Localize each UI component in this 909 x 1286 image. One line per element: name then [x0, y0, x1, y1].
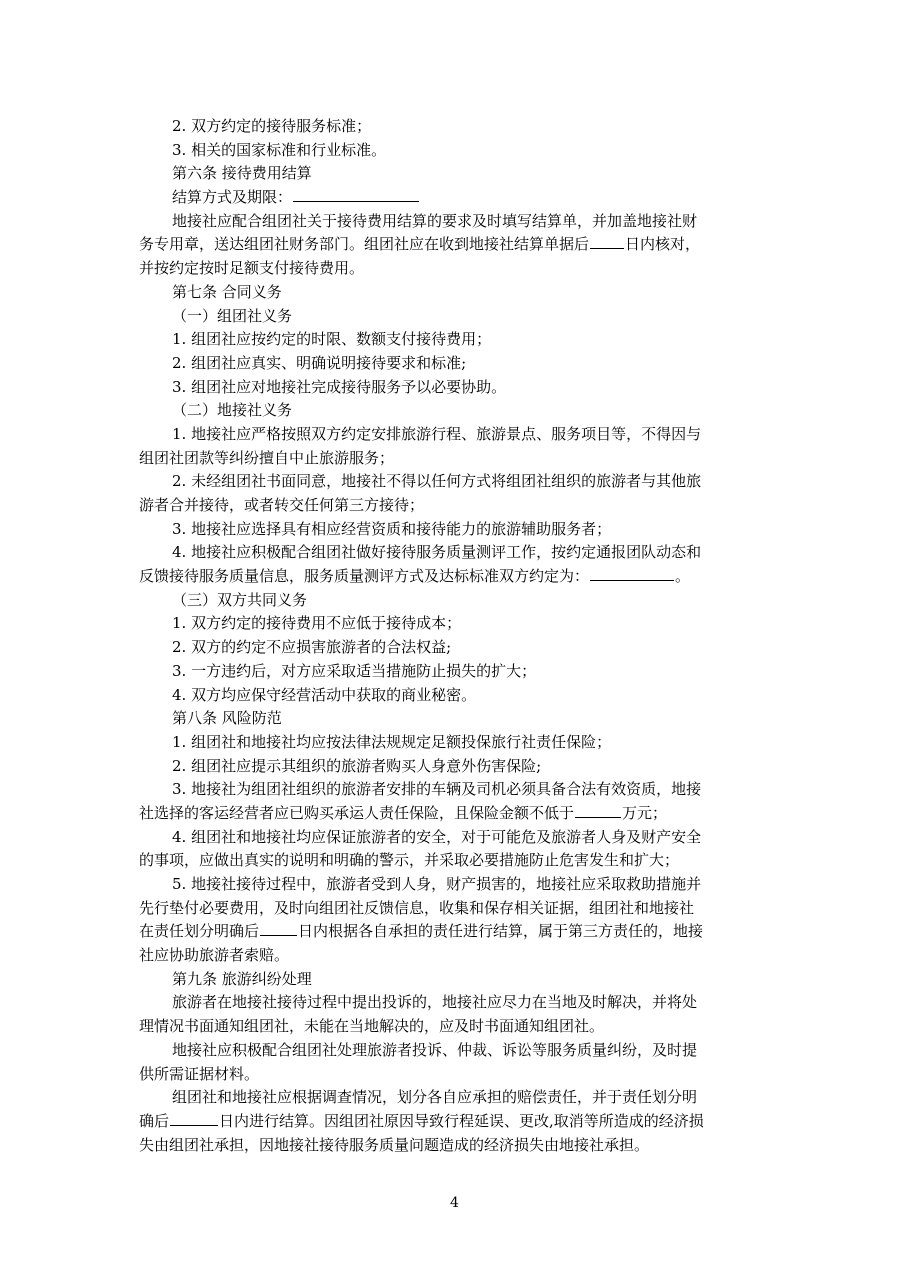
text-line: 3. 一方违约后，对方应采取适当措施防止损失的扩大； — [172, 661, 537, 680]
page-number: 4 — [450, 1195, 459, 1211]
text-line: 2. 双方的约定不应损害旅游者的合法权益; — [172, 638, 452, 657]
section-heading: （二）地接社义务 — [172, 401, 293, 420]
text-segment: 结算方式及期限： — [172, 188, 293, 207]
text-segment: 社选择的客运经营者应已购买承运人责任保险，且保险金额不低于 — [139, 803, 575, 822]
fill-blank — [260, 921, 297, 936]
article-heading: 第六条 接待费用结算 — [172, 164, 312, 183]
text-line: 旅游者在地接社接待过程中提出投诉的，地接社应尽力在当地及时解决，并将处 — [172, 993, 698, 1012]
section-heading: （三）双方共同义务 — [172, 590, 308, 609]
text-line: 5. 地接社接待过程中，旅游者受到人身，财产损害的，地接社应采取救助措施并 — [172, 875, 702, 893]
text-segment: 。 — [675, 567, 691, 586]
text-line: 地接社应配合组团社关于接待费用结算的要求及时填写结算单，并加盖地接社财 — [172, 211, 698, 230]
fill-blank — [590, 234, 624, 249]
article-heading: 第八条 风险防范 — [172, 709, 282, 728]
text-line: 社应协助旅游者索赔。 — [139, 946, 290, 965]
fill-blank — [590, 566, 674, 581]
text-segment: 确后 — [139, 1111, 170, 1130]
text-segment: 日内进行结算。因组团社原因导致行程延误、更改,取消等所造成的经济损 — [219, 1111, 704, 1130]
text-line — [139, 186, 772, 210]
text-line: 组团社和地接社应根据调查情况，划分各自应承担的赔偿责任，并于责任划分明 — [172, 1088, 698, 1107]
fill-blank — [170, 1111, 218, 1126]
fill-blank — [575, 803, 621, 818]
text-line: 先行垫付必要费用，及时向组团社反馈信息，收集和保存相关证据，组团社和地接社 — [139, 898, 695, 917]
text-line: 失由组团社承担，因地接社接待服务质量问题造成的经济损失由地接社承担。 — [139, 1135, 650, 1154]
text-line: 理情况书面通知组团社，未能在当地解决的，应及时书面通知组团社。 — [139, 1017, 605, 1036]
text-line: 4. 地接社应积极配合组团社做好接待服务质量测评工作，按约定通报团队动态和 — [172, 543, 702, 562]
text-line: 组团社团款等纠纷擅自中止旅游服务； — [139, 448, 395, 467]
text-line: 2. 未经组团社书面同意，地接社不得以任何方式将组团社组织的旅游者与其他旅 — [172, 472, 702, 491]
text-line: 3. 地接社应选择具有相应经营资质和接待能力的旅游辅助服务者； — [172, 519, 612, 538]
text-line: 3. 相关的国家标准和行业标准。 — [172, 140, 387, 159]
text-line — [139, 920, 772, 944]
text-line — [139, 233, 772, 257]
section-heading: （一）组团社义务 — [172, 306, 293, 325]
text-segment: 万元； — [622, 803, 668, 822]
text-line: 1. 地接社应严格按照双方约定安排旅游行程、旅游景点、服务项目等，不得因与 — [172, 424, 702, 443]
text-segment: 日内根据各自承担的责任进行结算，属于第三方责任的，地接 — [298, 922, 704, 941]
text-line: 4. 组团社和地接社均应保证旅游者的安全，对于可能危及旅游者人身及财产安全 — [172, 827, 702, 846]
text-line: 游者合并接待，或者转交任何第三方接待； — [139, 496, 425, 514]
text-segment: 务专用章，送达组团社财务部门。组团社应在收到地接社结算单据后 — [139, 235, 590, 254]
text-segment: 日内核对， — [625, 235, 701, 254]
text-line: 并按约定按时足额支付接待费用。 — [139, 259, 365, 278]
text-line: 1. 组团社应按约定的时限、数额支付接待费用； — [172, 330, 492, 349]
text-line: 3. 地接社为组团社组织的旅游者安排的车辆及司机必须具备合法有效资质，地接 — [172, 780, 702, 799]
text-line: 3. 组团社应对地接社完成接待服务予以必要协助。 — [172, 377, 507, 396]
text-line: 2. 双方约定的接待服务标准； — [172, 117, 372, 135]
fill-blank — [293, 187, 419, 202]
text-line: 2. 组团社应提示其组织的旅游者购买人身意外伤害保险; — [172, 756, 542, 775]
text-line — [139, 565, 772, 589]
document-body — [139, 115, 772, 1157]
text-line: 4. 双方均应保守经营活动中获取的商业秘密。 — [172, 685, 477, 704]
text-line: 1. 双方约定的接待费用不应低于接待成本； — [172, 614, 462, 633]
article-heading: 第九条 旅游纠纷处理 — [172, 969, 312, 988]
text-segment: 反馈接待服务质量信息，服务质量测评方式及达标标准双方约定为： — [139, 567, 590, 586]
text-line — [139, 1110, 772, 1134]
article-heading: 第七条 合同义务 — [172, 282, 282, 301]
text-line: 2. 组团社应真实、明确说明接待要求和标准; — [172, 353, 467, 372]
text-line: 供所需证据材料。 — [139, 1064, 260, 1083]
text-line: 的事项，应做出真实的说明和明确的警示，并采取必要措施防止危害发生和扩大； — [139, 851, 680, 870]
text-line: 1. 组团社和地接社均应按法律法规规定足额投保旅行社责任保险； — [172, 732, 612, 751]
text-segment: 在责任划分明确后 — [139, 922, 260, 941]
text-line: 地接社应积极配合组团社处理旅游者投诉、仲裁、诉讼等服务质量纠纷，及时提 — [172, 1040, 698, 1059]
text-line — [139, 802, 772, 826]
